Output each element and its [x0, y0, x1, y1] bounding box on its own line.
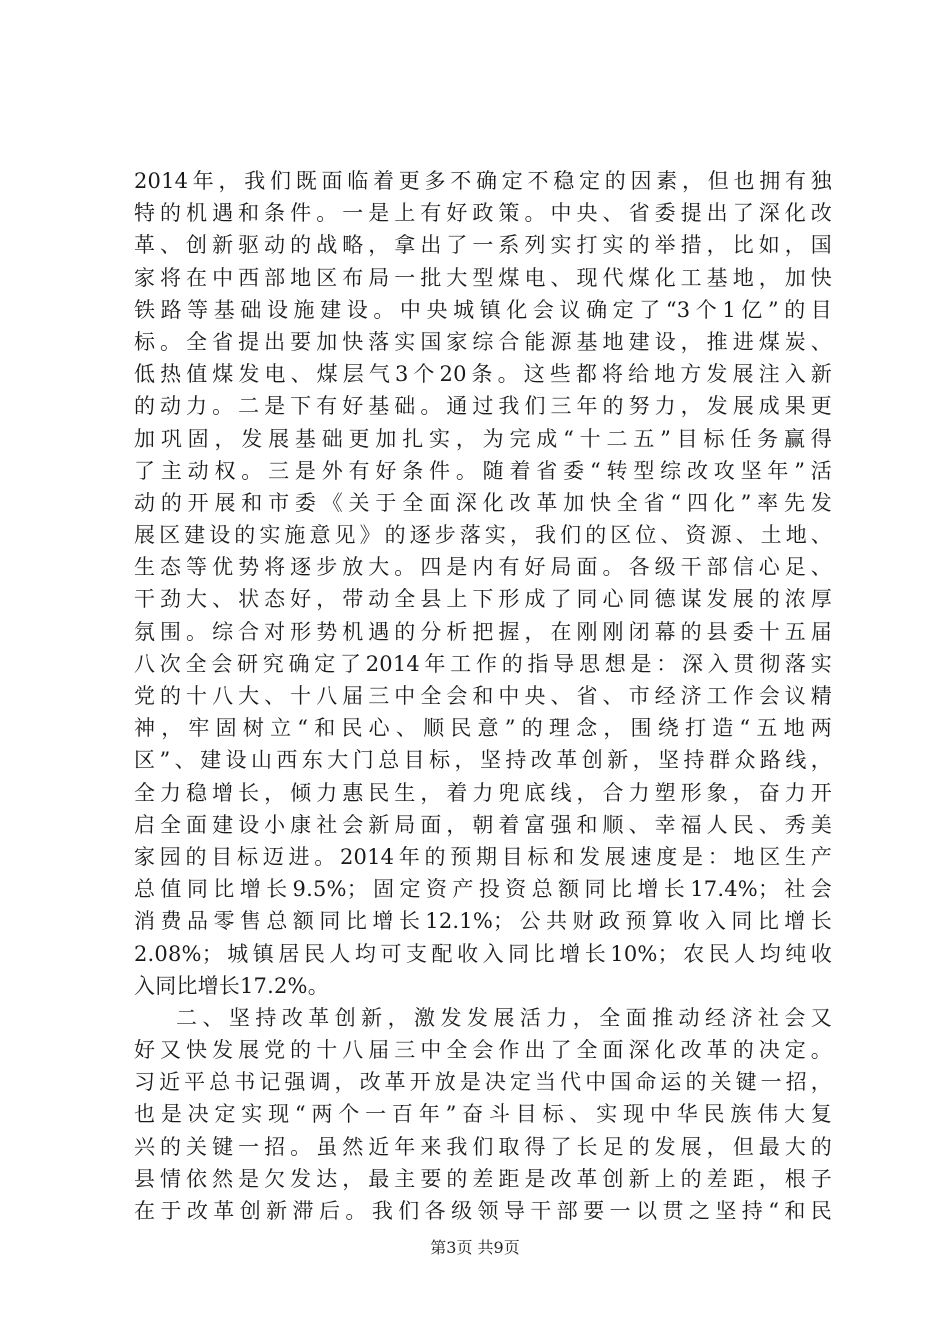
text-line: 氛围。综合对形势机遇的分析把握，在刚刚闭幕的县委十五届: [134, 619, 832, 644]
text-line: 启全面建设小康社会新局面，朝着富强和顺、幸福人民、秀美: [134, 812, 832, 837]
text-line: 区”、建设山西东大门总目标，坚持改革创新，坚持群众路线，: [134, 748, 832, 773]
text-line: 也是决定实现“两个一百年”奋斗目标、实现中华民族伟大复: [134, 1102, 832, 1127]
text-line: 总值同比增长9.5%；固定资产投资总额同比增长17.4%；社会: [134, 877, 832, 902]
text-line: 消费品零售总额同比增长12.1%；公共财政预算收入同比增长: [134, 909, 832, 934]
text-line: 标。全省提出要加快落实国家综合能源基地建设，推进煤炭、: [134, 329, 832, 354]
text-line: 神，牢固树立“和民心、顺民意”的理念，围绕打造“五地两: [134, 716, 832, 741]
text-line: 八次全会研究确定了2014年工作的指导思想是：深入贯彻落实: [134, 651, 832, 676]
text-line: 习近平总书记强调，改革开放是决定当代中国命运的关键一招，: [134, 1070, 832, 1095]
text-line: 铁路等基础设施建设。中央城镇化会议确定了“3个1亿”的目: [134, 297, 832, 322]
text-line: 2.08%；城镇居民人均可支配收入同比增长10%；农民人均纯收: [134, 941, 832, 966]
text-line: 好又快发展党的十八届三中全会作出了全面深化改革的决定。: [134, 1038, 832, 1063]
page-footer: [0, 1237, 950, 1259]
text-line: 生态等优势将逐步放大。四是内有好局面。各级干部信心足、: [134, 555, 832, 580]
text-line: 了主动权。三是外有好条件。随着省委“转型综改攻坚年”活: [134, 458, 832, 483]
body-text: [134, 165, 832, 1227]
text-line: 展区建设的实施意见》的逐步落实，我们的区位、资源、土地、: [134, 523, 832, 548]
text-line: 县情依然是欠发达，最主要的差距是改革创新上的差距，根子: [134, 1166, 832, 1191]
text-line: 兴的关键一招。虽然近年来我们取得了长足的发展，但最大的: [134, 1134, 832, 1159]
text-line: 全力稳增长，倾力惠民生，着力兜底线，合力塑形象，奋力开: [134, 780, 832, 805]
text-line: 特的机遇和条件。一是上有好政策。中央、省委提出了深化改: [134, 201, 832, 226]
text-line: 干劲大、状态好，带动全县上下形成了同心同德谋发展的浓厚: [134, 587, 832, 612]
text-line: 加巩固，发展基础更加扎实，为完成“十二五”目标任务赢得: [134, 426, 832, 451]
section-heading-line: 二、坚持改革创新，激发发展活力，全面推动经济社会又: [176, 1005, 832, 1030]
text-line: 革、创新驱动的战略，拿出了一系列实打实的举措，比如，国: [134, 233, 832, 258]
text-line: 党的十八大、十八届三中全会和中央、省、市经济工作会议精: [134, 684, 832, 708]
text-line: 入同比增长17.2%。: [134, 973, 329, 998]
text-line: 2014年，我们既面临着更多不确定不稳定的因素，但也拥有独: [134, 169, 832, 193]
text-line: 低热值煤发电、煤层气3个20条。这些都将给地方发展注入新: [134, 362, 832, 387]
text-line: 的动力。二是下有好基础。通过我们三年的努力，发展成果更: [134, 394, 832, 419]
text-line: 动的开展和市委《关于全面深化改革加快全省“四化”率先发: [134, 490, 832, 515]
page-number: 第3页 共9页: [430, 1238, 520, 1257]
text-line: 在于改革创新滞后。我们各级领导干部要一以贯之坚持“和民: [134, 1199, 832, 1223]
text-line: 家园的目标迈进。2014年的预期目标和发展速度是：地区生产: [134, 844, 832, 869]
text-line: 家将在中西部地区布局一批大型煤电、现代煤化工基地，加快: [134, 265, 832, 290]
